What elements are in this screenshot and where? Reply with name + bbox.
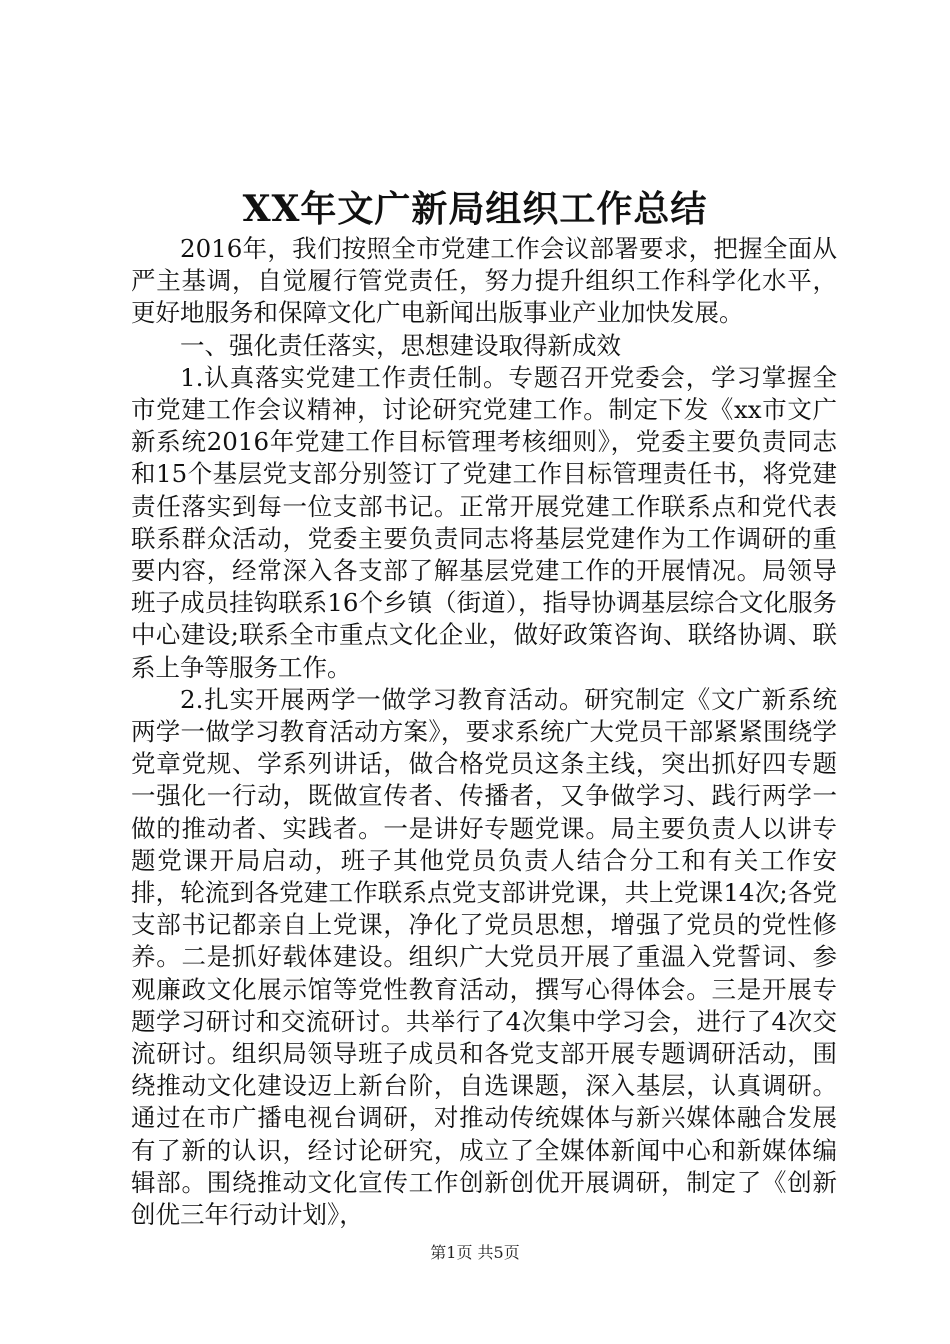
paragraph-item-2: 2.扎实开展两学一做学习教育活动。研究制定《文广新系统两学一做学习教育活动方案》，要求系统广大党员干部紧紧围绕学党章党规、学系列讲话，做合格党员这条主线，突出抓好四专题一强化一行动，既做宣传者、传播者，又争做学习、践行两学一做的推动者、实践者。一是讲好专题党课。局主要负责人以讲专题党课开局启动，班子其他党员负责人结合分工和有关工作安排，轮流到各党建工作联系点党支部讲党课，共上党课14次;各党支部书记都亲自上党课，净化了党员思想，增强了党员的党性修养。二是抓好载体建设。组织广大党员开展了重温入党誓词、参观廉政文化展示馆等党性教育活动，撰写心得体会。三是开展专题学习研讨和交流研讨。共举行了4次集中学习会，进行了4次交流研讨。组织局领导班子成员和各党支部开展专题调研活动，围绕推动文化建设迈上新台阶，自选课题，深入基层，认真调研。通过在市广播电视台调研，对推动传统媒体与新兴媒体融合发展有了新的认识，经讨论研究，成立了全媒体新闻中心和新媒体编辑部。围绕推动文化宣传工作创新创优开展调研，制定了《创新创优三年行动计划》， [131, 684, 837, 1230]
document-body [131, 233, 837, 1231]
paragraph-intro: 2016年，我们按照全市党建工作会议部署要求，把握全面从严主基调，自觉履行管党责任，努力提升组织工作科学化水平，更好地服务和保障文化广电新闻出版事业产业加快发展。 [131, 234, 837, 328]
document-title: XX年文广新局组织工作总结 [242, 188, 708, 230]
page-footer: 第1页 共5页 [430, 1243, 520, 1262]
paragraph-item-1: 1.认真落实党建工作责任制。专题召开党委会，学习掌握全市党建工作会议精神，讨论研究党建工作。制定下发《xx市文广新系统2016年党建工作目标管理考核细则》，党委主要负责同志和15个基层党支部分别签订了党建工作目标管理责任书，将党建责任落实到每一位支部书记。正常开展党建工作联系点和党代表联系群众活动，党委主要负责同志将基层党建作为工作调研的重要内容，经常深入各支部了解基层党建工作的开展情况。局领导班子成员挂钩联系16个乡镇（街道），指导协调基层综合文化服务中心建设;联系全市重点文化企业，做好政策咨询、联络协调、联系上争等服务工作。 [131, 362, 837, 682]
section-heading: 一、强化责任落实，思想建设取得新成效 [180, 330, 621, 360]
